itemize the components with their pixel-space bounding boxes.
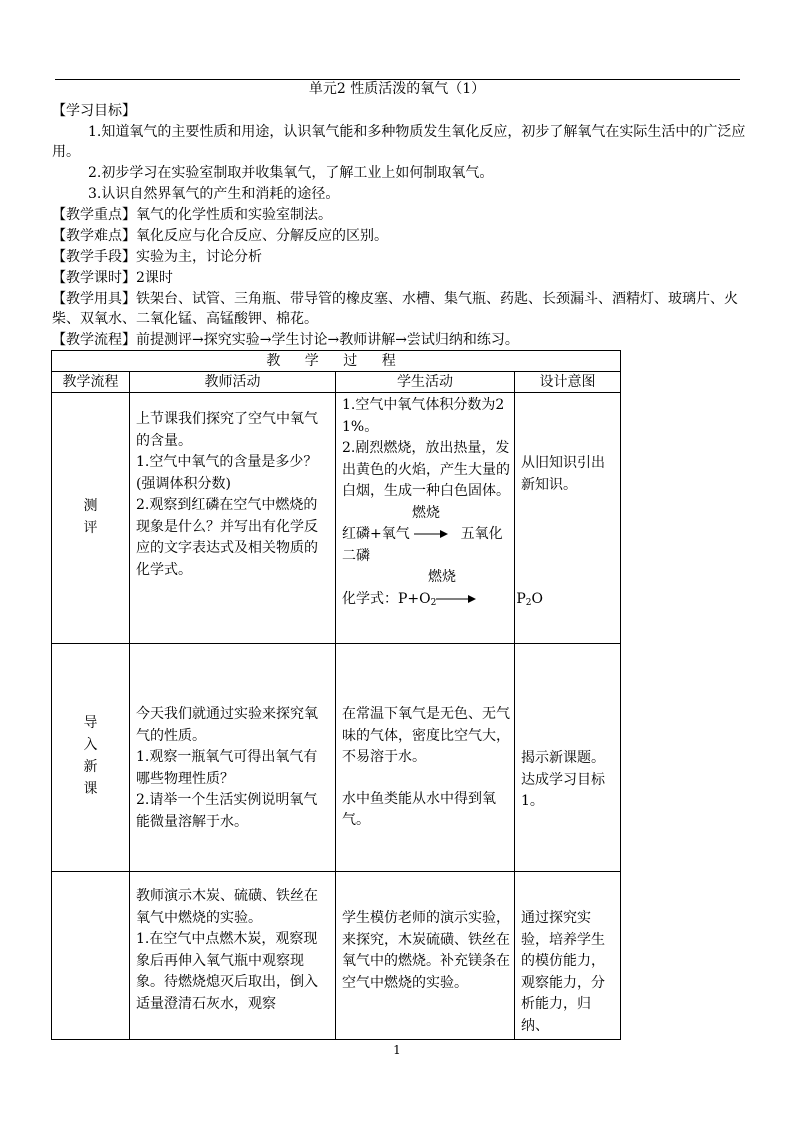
formula-equation: 化学式：$P+O_2$ $P_2O$ [342,590,544,608]
objective-1: 1.知道氧气的主要性质和用途，认识氧气能和多种物质发生氧化反应，初步了解氧气在实际生活中的广泛应用。 [52,124,746,160]
student-text: 2.剧烈燃烧，放出热量，发出黄色的火焰，产生大量的白烟，生成一种白色固体。 [342,440,510,499]
student-cell [336,644,515,872]
table-caption-row [52,351,621,372]
teacher-text: 今天我们就通过实验来探究氧气的性质。 [136,706,318,744]
stage-cell [52,644,130,872]
reaction-condition: 燃烧 [428,569,456,585]
intent-text: 从旧知识引出新知识。 [521,455,605,493]
teaching-hours: 【教学课时】2课时 [52,270,173,286]
key-points: 【教学重点】氧气的化学性质和实验室制法。 [52,207,332,223]
teaching-flow: 【教学流程】前提测评→探究实验→学生讨论→教师讲解→尝试归纳和练习。 [52,332,519,348]
objective-3: 3.认识自然界氧气的产生和消耗的途径。 [88,186,340,202]
table-row [52,872,621,1040]
intent-cell [515,644,621,872]
stage-label: 测 评 [83,497,98,536]
teaching-methods: 【教学手段】实验为主，讨论分析 [52,249,262,265]
reaction-condition: 燃烧 [412,504,440,521]
intent-text: 揭示新课题。达成学习目标1。 [521,750,605,809]
arrow-icon [436,594,476,604]
teacher-cell [130,872,336,1040]
teacher-text: (强调体积分数) [136,475,231,492]
word-equation: 红磷+氧气 五氧化二磷 [342,526,503,564]
teaching-tools: 【教学用具】铁架台、试管、三角瓶、带导管的橡皮塞、水槽、集气瓶、药匙、长颈漏斗、酒精灯、玻璃片、火柴、双氧水、二氧化锰、高锰酸钾、棉花。 [52,291,738,327]
table-row [52,393,621,644]
table-header-row [52,372,621,393]
teacher-text: 1.观察一瓶氧气可得出氧气有哪些物理性质？ [136,749,318,787]
teacher-text: 2.观察到红磷在空气中燃烧的现象是什么？并写出有化学反应的文字表达式及相关物质的化学式。 [136,497,318,578]
difficulties: 【教学难点】氧化反应与化合反应、分解反应的区别。 [52,228,388,244]
objective-2: 2.初步学习在实验室制取并收集氧气，了解工业上如何制取氧气。 [88,165,494,181]
teacher-text: 上节课我们探究了空气中氧气的含量。 [136,411,318,449]
header-teacher: 教师活动 [130,372,336,393]
student-cell [336,393,544,644]
header-intent: 设计意图 [515,372,621,393]
teacher-text: 教师演示木炭、硫磺、铁丝在氧气中燃烧的实验。 [136,888,318,926]
page-title: 单元2 性质活泼的氧气（1） [308,81,486,97]
intent-text: 通过探究实验，培养学生的模仿能力，观察能力，分析能力，归纳、 [521,910,605,1034]
teacher-text: 1.在空气中点燃木炭，观察现象后再伸入氧气瓶中观察现象。待燃烧熄灭后取出，倒入适量澄清石灰水，观察 [136,931,318,1012]
teacher-cell [130,393,336,644]
teacher-cell [130,644,336,872]
stage-cell [52,393,130,644]
table-row [52,644,621,872]
intent-cell [515,872,621,1040]
page-number: 1 [393,1043,401,1057]
header-stage: 教学流程 [52,372,130,393]
teaching-process-table [51,350,621,1040]
stage-cell [52,872,130,1040]
table-caption: 教 学 过 程 [52,351,621,372]
student-text: 水中鱼类能从水中得到氧气。 [342,790,496,828]
arrow-icon [414,529,448,539]
student-cell [336,872,515,1040]
student-text: 学生模仿老师的演示实验，来探究，木炭硫磺、铁丝在氧气中的燃烧。补充镁条在空气中燃烧的实验。 [342,910,510,991]
student-text: 1.空气中氧气体积分数为21%。 [342,397,505,435]
student-text: 在常温下氧气是无色、无气味的气体，密度比空气大，不易溶于水。 [342,706,510,765]
header-student: 学生活动 [336,372,515,393]
teacher-text: 1.空气中氧气的含量是多少？ [136,454,318,470]
objectives-heading: 【学习目标】 [52,103,136,119]
stage-label: 导 入 新 课 [83,715,98,797]
teacher-text: 2.请举一个生活实例说明氧气能微量溶解于水。 [136,792,318,830]
